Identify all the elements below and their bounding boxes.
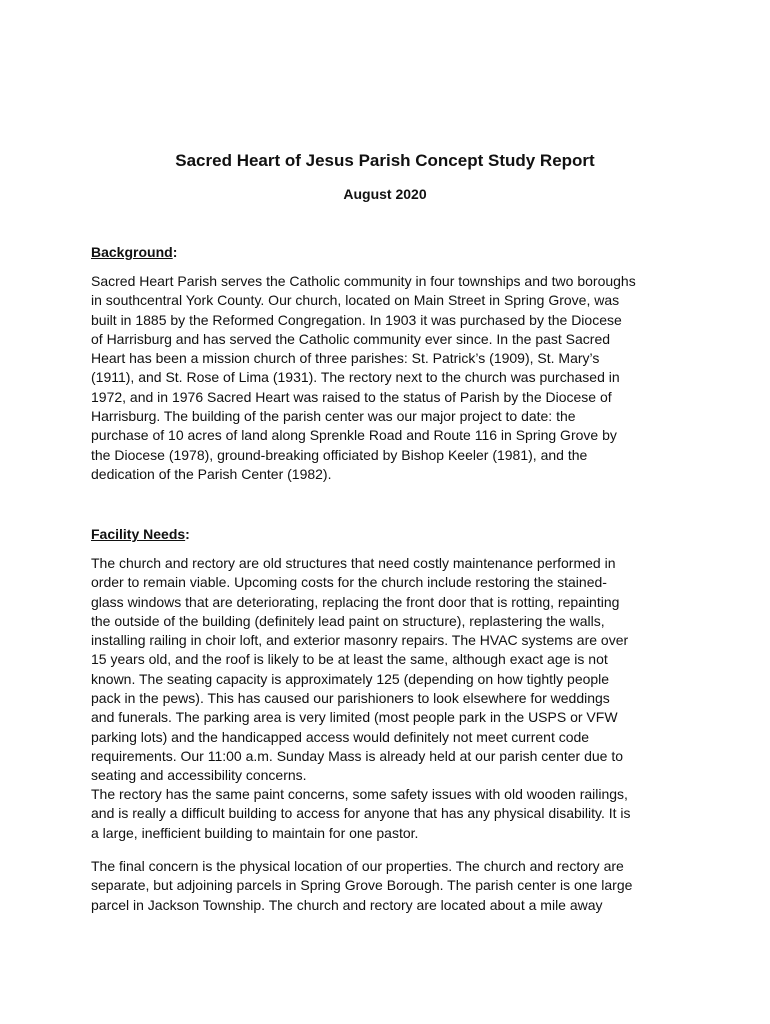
facility-needs-paragraph-2 bbox=[91, 785, 691, 843]
text-line: pack in the pews). This has caused our parishioners to look elsewhere for weddings bbox=[91, 690, 610, 707]
text-line: dedication of the Parish Center (1982). bbox=[91, 465, 332, 482]
section-heading-facility-needs bbox=[91, 524, 190, 544]
text-line: in southcentral York County. Our church, located on Main Street in Spring Grove, was bbox=[91, 292, 620, 309]
text-line: installing railing in choir loft, and exterior masonry repairs. The HVAC systems are over bbox=[91, 632, 629, 649]
section-heading-colon: : bbox=[172, 244, 178, 260]
text-line: a large, inefficient building to maintain for one pastor. bbox=[91, 824, 419, 841]
text-line: built in 1885 by the Reformed Congregation. In 1903 it was purchased by the Diocese bbox=[91, 311, 622, 328]
text-line: and funerals. The parking area is very limited (most people park in the USPS or VFW bbox=[91, 709, 618, 726]
text-line: glass windows that are deteriorating, replacing the front door that is rotting, repainting bbox=[91, 593, 620, 610]
text-line: purchase of 10 acres of land along Sprenkle Road and Route 116 in Spring Grove by bbox=[91, 427, 617, 444]
text-line: order to remain viable. Upcoming costs for the church include restoring the stained- bbox=[91, 574, 607, 591]
text-line: The church and rectory are old structures that need costly maintenance performed in bbox=[91, 555, 616, 571]
section-heading-background bbox=[91, 242, 177, 262]
document-title: Sacred Heart of Jesus Parish Concept Study Report bbox=[175, 151, 595, 170]
text-line: parking lots) and the handicapped access would definitely not meet current code bbox=[91, 728, 590, 745]
text-line: requirements. Our 11:00 a.m. Sunday Mass is already held at our parish center due to bbox=[91, 747, 624, 764]
text-line: separate, but adjoining parcels in Spring Grove Borough. The parish center is one large bbox=[91, 877, 633, 894]
section-heading-text: Facility Needs bbox=[91, 526, 186, 542]
text-line: the outside of the building (definitely lead paint on structure), replastering the walls, bbox=[91, 612, 605, 629]
section-heading-text: Background bbox=[91, 244, 173, 260]
text-line: Sacred Heart Parish serves the Catholic community in four townships and two boroughs bbox=[91, 273, 636, 289]
text-line: (1911), and St. Rose of Lima (1931). The rectory next to the church was purchased in bbox=[91, 369, 620, 386]
background-paragraph bbox=[91, 272, 691, 484]
text-line: The rectory has the same paint concerns, some safety issues with old wooden railings, bbox=[91, 786, 628, 802]
text-line: of Harrisburg and has served the Catholic community ever since. In the past Sacred bbox=[91, 330, 611, 347]
facility-needs-paragraph-3 bbox=[91, 857, 691, 915]
text-line: The final concern is the physical location of our properties. The church and rectory are bbox=[91, 858, 624, 874]
text-line: the Diocese (1978), ground-breaking officiated by Bishop Keeler (1981), and the bbox=[91, 446, 588, 463]
text-line: 15 years old, and the roof is likely to be at least the same, although exact age is not bbox=[91, 651, 608, 668]
text-line: known. The seating capacity is approximately 125 (depending on how tightly people bbox=[91, 670, 610, 687]
text-line: Heart has been a mission church of three parishes: St. Patrick’s (1909), St. Mary’s bbox=[91, 350, 600, 367]
text-line: and is really a difficult building to access for anyone that has any physical disability. It is bbox=[91, 805, 631, 822]
facility-needs-paragraph-1 bbox=[91, 554, 691, 786]
text-line: parcel in Jackson Township. The church and rectory are located about a mile away bbox=[91, 896, 603, 913]
document-date: August 2020 bbox=[343, 186, 427, 202]
text-line: seating and accessibility concerns. bbox=[91, 767, 307, 784]
text-line: 1972, and in 1976 Sacred Heart was raised to the status of Parish by the Diocese of bbox=[91, 388, 612, 405]
section-heading-colon: : bbox=[185, 526, 190, 542]
text-line: Harrisburg. The building of the parish center was our major project to date: the bbox=[91, 408, 576, 425]
